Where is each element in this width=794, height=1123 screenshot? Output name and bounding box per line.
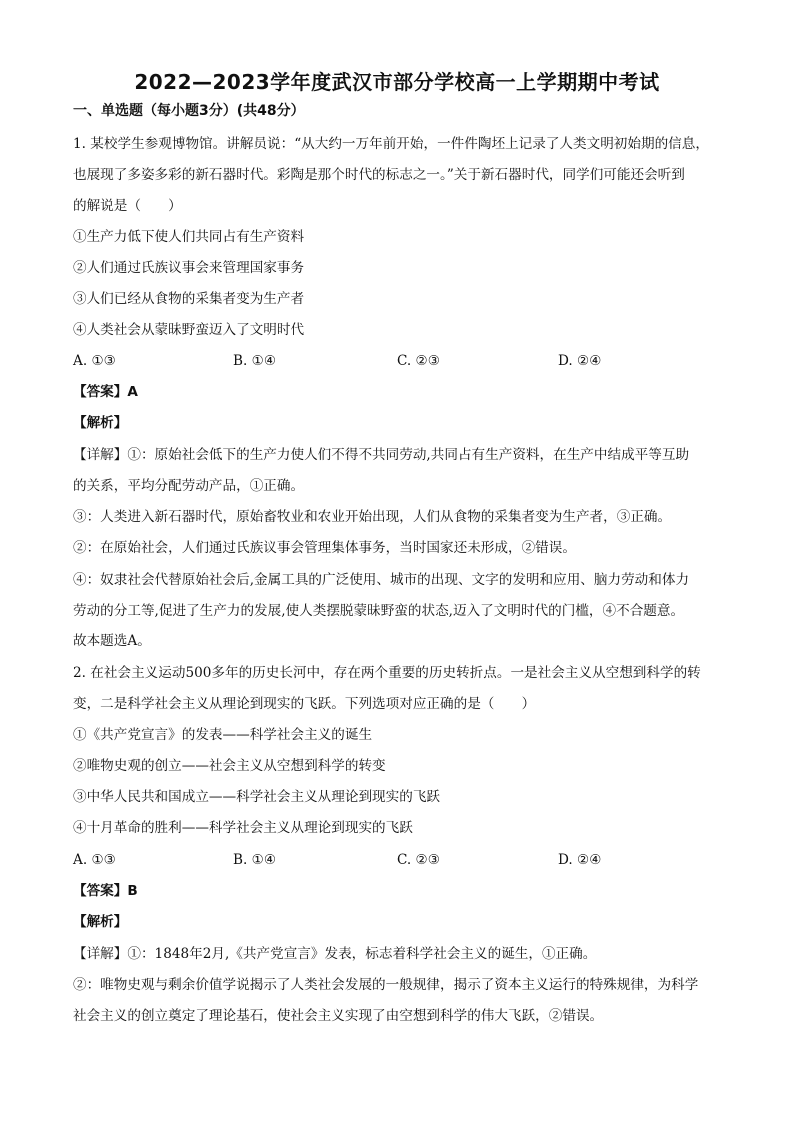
q2-detail-line: 社会主义的创立奠定了理论基石，使社会主义实现了由空想到科学的伟大飞跃，②错误。	[73, 1008, 604, 1024]
q1-detail-line: 【详解】①：原始社会低下的生产力使人们不得不共同劳动,共同占有生产资料，在生产中结成平等互助	[73, 447, 690, 463]
q1-detail-line: 故本题选A。	[73, 633, 151, 649]
q1-detail-line: ②：在原始社会，人们通过氏族议事会管理集体事务，当时国家还未形成，②错误。	[73, 540, 576, 556]
page-title: 2022—2023学年度武汉市部分学校高一上学期期中考试	[134, 70, 660, 94]
q1-detail-line: ④：奴隶社会代替原始社会后,金属工具的广泛使用、城市的出现、文字的发明和应用、脑力劳动和体力	[73, 572, 690, 588]
q2-statement: ①《共产党宣言》的发表——科学社会主义的诞生	[73, 727, 373, 743]
q1-detail-line: 劳动的分工等,促进了生产力的发展,使人类摆脱蒙昧野蛮的状态,迈入了文明时代的门槛，④不合题意。	[73, 603, 685, 619]
q1-option-b: B. ①④	[233, 353, 277, 369]
q1-stem-line: 1. 某校学生参观博物馆。讲解员说：“从大约一万年前开始，一件件陶坯上记录了人类文明初始期的信息，	[73, 136, 709, 152]
q1-statement: ④人类社会从蒙昧野蛮迈入了文明时代	[73, 322, 305, 338]
q2-statement: ③中华人民共和国成立——科学社会主义从理论到现实的飞跃	[73, 789, 441, 805]
q1-detail-line: 的关系，平均分配劳动产品，①正确。	[73, 478, 305, 494]
q1-statement: ①生产力低下使人们共同占有生产资料	[73, 229, 305, 245]
q1-options	[73, 351, 733, 371]
q1-stem-line: 的解说是（ ）	[73, 198, 182, 214]
q1-answer: 【答案】A	[73, 384, 138, 400]
q2-detail-line: ②：唯物史观与剩余价值学说揭示了人类社会发展的一般规律，揭示了资本主义运行的特殊规律，为科学	[73, 977, 699, 993]
q2-detail-line: 【详解】①：1848年2月,《共产党宣言》发表，标志着科学社会主义的诞生，①正确。	[73, 946, 597, 962]
q2-stem-line: 2. 在社会主义运动500多年的历史长河中，存在两个重要的历史转折点。一是社会主义从空想到科学的转	[73, 665, 701, 681]
section-heading: 一、单选题（每小题3分）(共48分）	[73, 103, 305, 119]
q1-option-c: C. ②③	[397, 353, 440, 369]
q2-stem-line: 变，二是科学社会主义从理论到现实的飞跃。下列选项对应正确的是（ ）	[73, 696, 536, 712]
q2-option-d: D. ②④	[558, 852, 602, 868]
q2-statement: ④十月革命的胜利——科学社会主义从理论到现实的飞跃	[73, 820, 413, 836]
q2-analysis-label: 【解析】	[73, 914, 128, 930]
q2-option-a: A. ①③	[73, 852, 116, 868]
q1-option-d: D. ②④	[558, 353, 602, 369]
q1-statement: ②人们通过氏族议事会来管理国家事务	[73, 260, 305, 276]
q1-detail-line: ③：人类进入新石器时代，原始畜牧业和农业开始出现，人们从食物的采集者变为生产者，③正确。	[73, 509, 672, 525]
q1-analysis-label: 【解析】	[73, 415, 128, 431]
q2-options	[73, 850, 733, 870]
q1-stem-line: 也展现了多姿多彩的新石器时代。彩陶是那个时代的标志之一。”关于新石器时代，同学们可能还会听到	[73, 167, 685, 183]
q1-option-a: A. ①③	[73, 353, 116, 369]
q2-statement: ②唯物史观的创立——社会主义从空想到科学的转变	[73, 758, 386, 774]
q2-option-c: C. ②③	[397, 852, 440, 868]
q2-option-b: B. ①④	[233, 852, 277, 868]
q2-answer: 【答案】B	[73, 883, 138, 899]
q1-statement: ③人们已经从食物的采集者变为生产者	[73, 291, 305, 307]
